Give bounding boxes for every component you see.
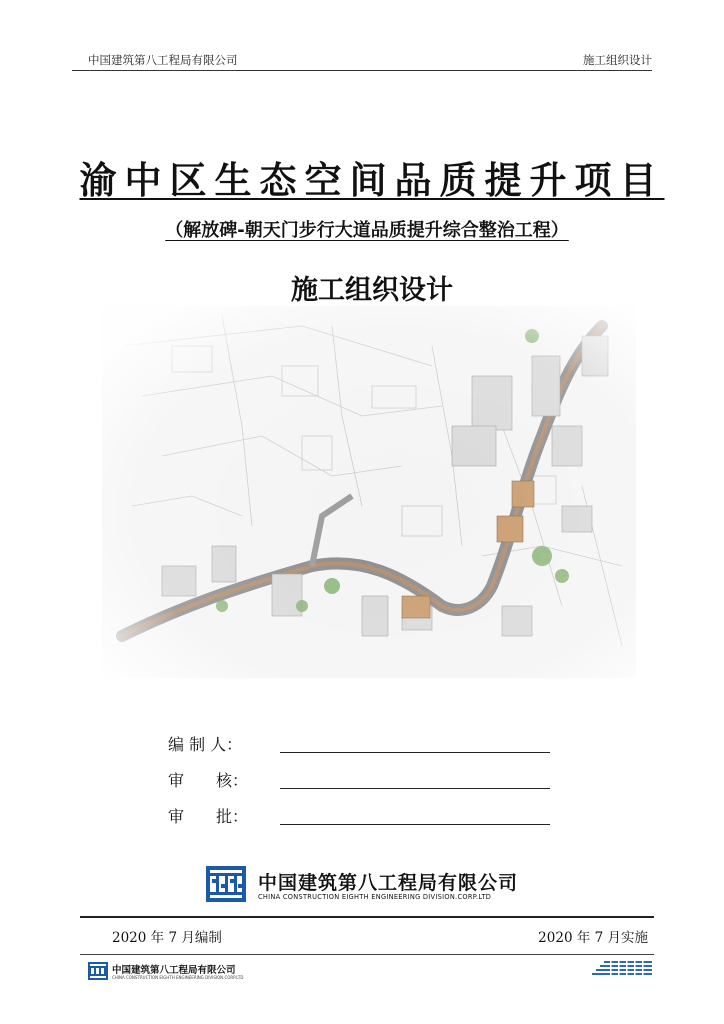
project-title: 渝中区生态空间品质提升项目 [79,158,665,202]
compiled-date: 2020 年 7 月编制 [112,930,222,946]
small-cscec-logo-icon [88,962,108,980]
reviewer-label: 审 核： [168,771,249,790]
site-plan-image [102,306,636,678]
footer-divider-secondary [80,954,654,955]
reviewer-signature-line [280,788,550,789]
footer-company-en: CHINA CONSTRUCTION EIGHTH ENGINEERING DIVISION.CORP.LTD [112,975,244,980]
approver-signature-line [280,824,550,825]
signature-row-reviewer [168,768,568,796]
cscec-logo-icon [206,866,246,902]
company-logo-block [206,866,536,906]
company-name-cn: 中国建筑第八工程局有限公司 [258,872,519,894]
footer-company-cn: 中国建筑第八工程局有限公司 [112,965,236,976]
site-plan-drawing [102,306,636,678]
header-company: 中国建筑第八工程局有限公司 [88,53,238,67]
footer-stripes-icon [590,960,652,978]
approver-label: 审 批： [168,807,249,826]
header-doc-type: 施工组织设计 [583,53,652,67]
signature-row-compiler [168,732,568,760]
header-divider [72,70,652,71]
footer-divider [80,916,654,918]
document-type-heading: 施工组织设计 [291,275,453,306]
compiler-label: 编 制 人： [168,735,243,754]
company-name-en: CHINA CONSTRUCTION EIGHTH ENGINEERING DIVISION.CORP.LTD [258,893,492,901]
compiler-signature-line [280,752,550,753]
signature-row-approver [168,804,568,832]
implementation-date: 2020 年 7 月实施 [538,930,648,946]
project-subtitle: （解放碑-朝天门步行大道品质提升综合整治工程） [165,220,569,241]
